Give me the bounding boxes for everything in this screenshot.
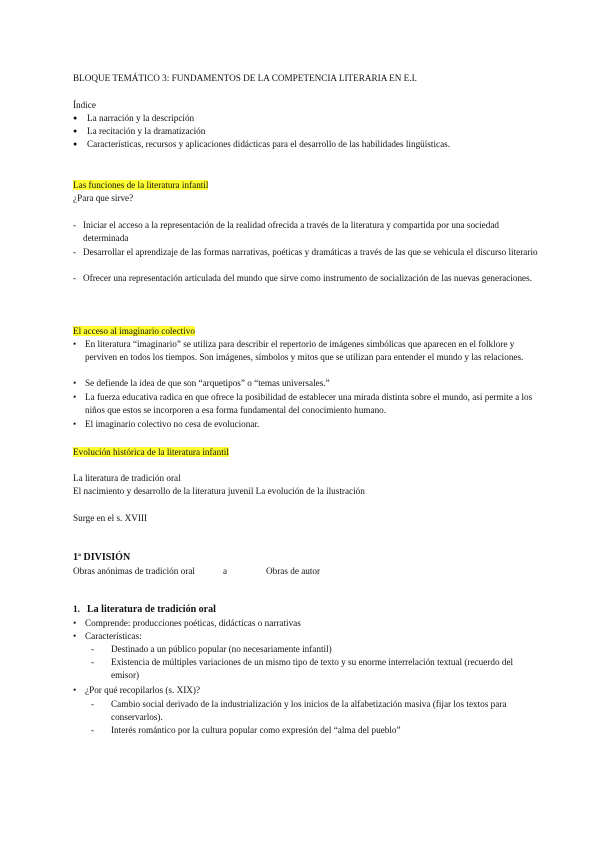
funciones-item bbox=[73, 219, 540, 244]
section-1-item bbox=[73, 617, 540, 630]
caracteristica-text: Destinado a un público popular (no necesariamente infantil) bbox=[111, 644, 332, 654]
division-heading: 1ª DIVISIÓN bbox=[73, 552, 131, 563]
bullet-marker: • bbox=[73, 618, 77, 628]
bullet-marker: ● bbox=[73, 127, 78, 135]
razon-item bbox=[73, 724, 540, 737]
section-heading-evolucion bbox=[73, 446, 540, 459]
division-left: Obras anónimas de tradición oral bbox=[73, 566, 195, 576]
bullet-marker: • bbox=[73, 685, 77, 695]
bullet-marker: • bbox=[73, 419, 77, 429]
imaginario-item-text: En literatura “imaginario” se utiliza para describir el repertorio de imágenes simbólicas que aparecen en el folklore y perviven en todos los tiempos. Son imágenes, símbolos y mitos que se utilizan para entender el mundo y las relaciones. bbox=[85, 339, 524, 362]
section-1-heading bbox=[73, 603, 540, 617]
section-1-item-text: Comprende: producciones poéticas, didácticas o narrativas bbox=[85, 618, 301, 628]
division-right: Obras de autor bbox=[266, 566, 321, 576]
funciones-item bbox=[73, 272, 540, 285]
funciones-question: ¿Para que sirve? bbox=[73, 193, 134, 203]
index-item bbox=[73, 112, 540, 125]
imaginario-item bbox=[73, 338, 540, 363]
evolucion-line: Surge en el s. XVIII bbox=[73, 513, 148, 523]
section-1-item bbox=[73, 630, 540, 643]
imaginario-item bbox=[73, 377, 540, 390]
razon-item bbox=[73, 698, 540, 723]
imaginario-item-text: La fuerza educativa radica en que ofrece la posibilidad de establecer una mirada distinta sobre el mundo, así permite a los niños que estos se incorporen a esa forma fundamental del conocimiento humano. bbox=[85, 392, 533, 415]
razon-text: Cambio social derivado de la industrialización y los inicios de la alfabetización masiva (fijar los textos para conservarlos). bbox=[111, 699, 507, 722]
bullet-marker: • bbox=[73, 339, 77, 349]
evolucion-line: La literatura de tradición oral bbox=[73, 473, 181, 483]
caracteristica-text: Existencia de múltiples variaciones de un mismo tipo de texto y su enorme interrelación textual (recuerdo del emisor) bbox=[111, 657, 514, 680]
caracteristica-item bbox=[73, 656, 540, 681]
section-1-item-text: Características: bbox=[85, 631, 142, 641]
funciones-item-text: Iniciar el acceso a la representación de la realidad ofrecida a través de la literatura y compartida por una sociedad determinada bbox=[83, 220, 500, 243]
imaginario-item-text: Se defiende la idea de que son “arquetipos” o “temas universales.” bbox=[85, 378, 330, 388]
dash-marker: - bbox=[73, 220, 77, 230]
document-title: BLOQUE TEMÁTICO 3: FUNDAMENTOS DE LA COMPETENCIA LITERARIA EN E.I. bbox=[73, 73, 417, 83]
bullet-marker: • bbox=[73, 631, 77, 641]
index-item-text: La recitación y la dramatización bbox=[87, 126, 206, 136]
index-item-text: Características, recursos y aplicaciones didácticas para el desarrollo de las habilidades lingüísticas. bbox=[87, 139, 451, 149]
highlighted-heading: El acceso al imaginario colectivo bbox=[73, 326, 195, 336]
section-number: 1. bbox=[73, 604, 80, 614]
division-row bbox=[73, 565, 540, 578]
division-middle: a bbox=[223, 566, 228, 576]
highlighted-heading: Las funciones de la literatura infantil bbox=[73, 180, 209, 190]
dash-marker: - bbox=[91, 644, 95, 654]
funciones-item-text: Ofrecer una representación articulada del mundo que sirve como instrumento de socialización de las nuevas generaciones. bbox=[83, 273, 532, 283]
bullet-marker: ● bbox=[73, 140, 78, 148]
section-1-item bbox=[73, 684, 540, 697]
dash-marker: - bbox=[91, 657, 95, 667]
dash-marker: - bbox=[91, 699, 95, 709]
dash-marker: - bbox=[73, 247, 77, 257]
index-item-text: La narración y la descripción bbox=[87, 113, 195, 123]
funciones-item bbox=[73, 246, 540, 259]
dash-marker: - bbox=[73, 273, 77, 283]
section-heading-imaginario bbox=[73, 325, 540, 338]
section-1-question: ¿Por qué recopilarlos (s. XIX)? bbox=[85, 685, 201, 695]
index-heading: Índice bbox=[73, 100, 96, 110]
index-item bbox=[73, 125, 540, 138]
dash-marker: - bbox=[91, 725, 95, 735]
funciones-item-text: Desarrollar el aprendizaje de las formas narrativas, poéticas y dramáticas a través de las que se vehicula el discurso literario bbox=[83, 247, 538, 257]
index-item bbox=[73, 138, 540, 151]
section-title: La literatura de tradición oral bbox=[87, 604, 216, 615]
evolucion-line: El nacimiento y desarrollo de la literatura juvenil La evolución de la ilustración bbox=[73, 486, 365, 496]
highlighted-heading: Evolución histórica de la literatura infantil bbox=[73, 447, 229, 457]
razon-text: Interés romántico por la cultura popular como expresión del “alma del pueblo” bbox=[111, 725, 401, 735]
caracteristica-item bbox=[73, 643, 540, 656]
imaginario-item bbox=[73, 418, 540, 431]
bullet-marker: • bbox=[73, 392, 77, 402]
imaginario-item-text: El imaginario colectivo no cesa de evolucionar. bbox=[85, 419, 260, 429]
section-heading-funciones bbox=[73, 179, 540, 192]
imaginario-item bbox=[73, 391, 540, 416]
bullet-marker: • bbox=[73, 378, 77, 388]
bullet-marker: ● bbox=[73, 114, 78, 122]
